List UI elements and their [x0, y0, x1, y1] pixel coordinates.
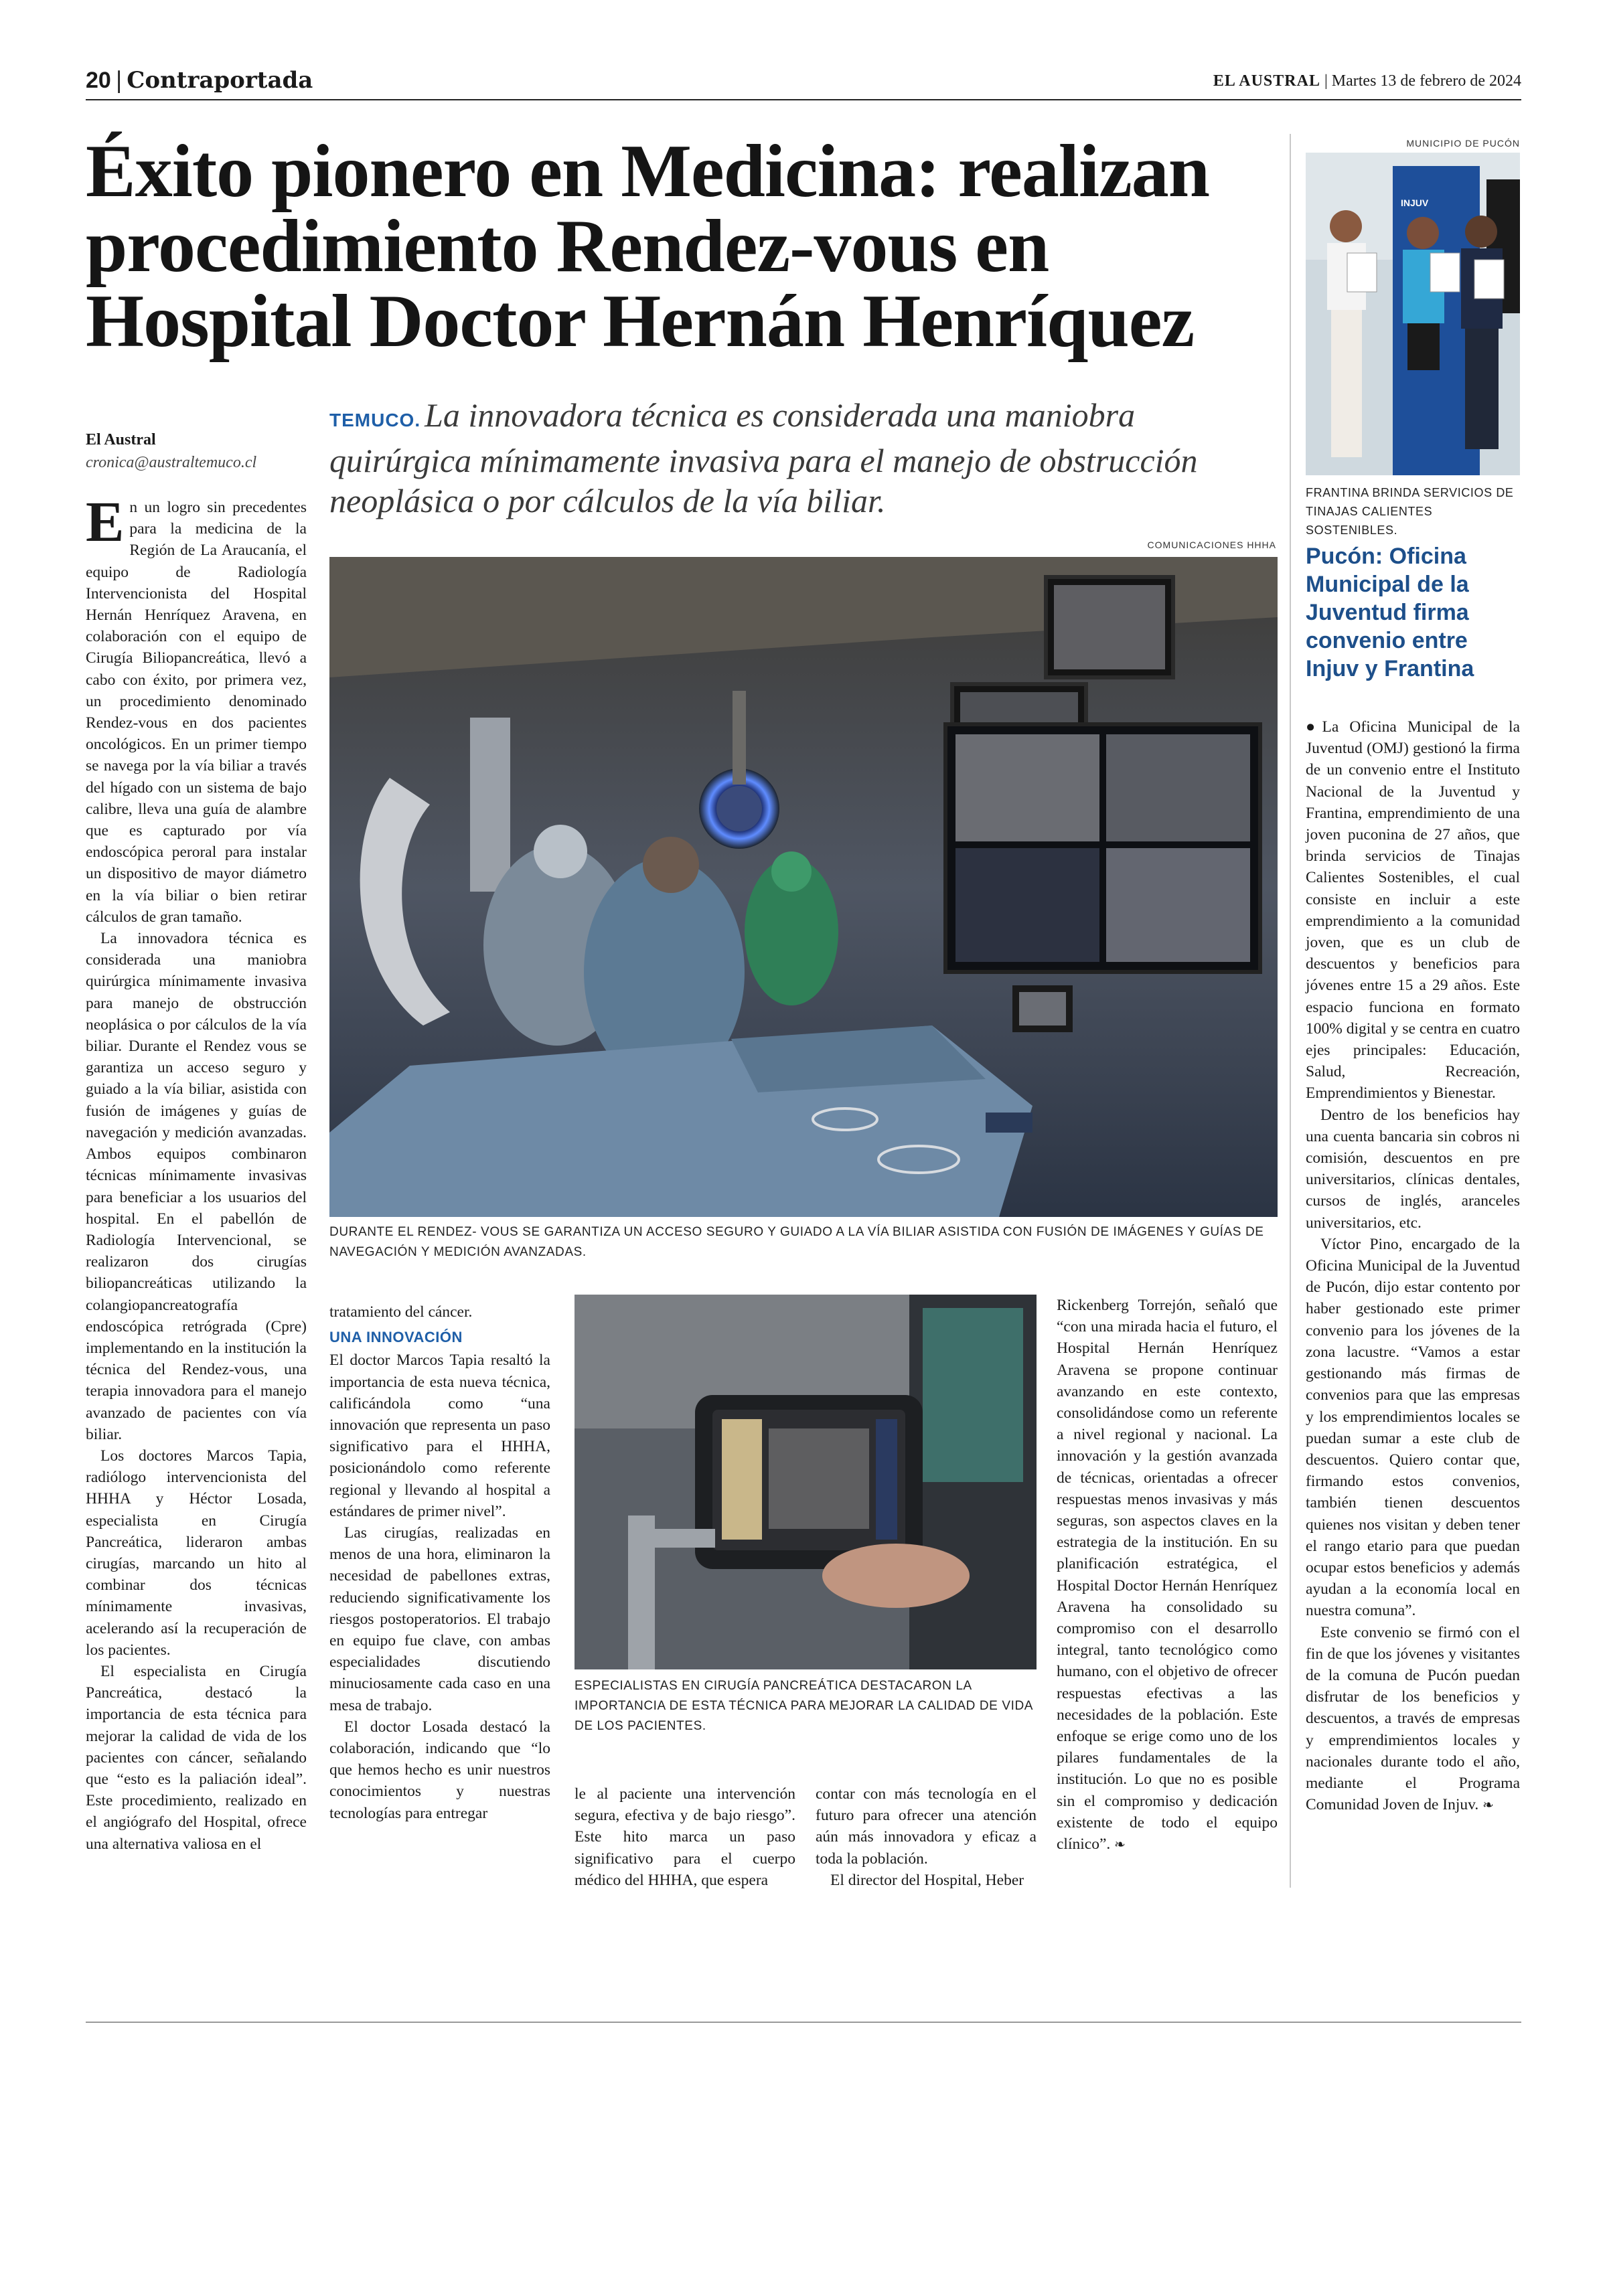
photo-caption-tablet: ESPECIALISTAS EN CIRUGÍA PANCREÁTICA DESTACARON LA IMPORTANCIA DE ESTA TÉCNICA PARA MEJORAR LA CALIDAD DE VIDA DE LOS PACIENTES. [575, 1679, 1033, 1733]
banner-text: INJUV [1401, 197, 1429, 208]
end-mark-icon: ❧ [1482, 1797, 1494, 1813]
paragraph: El doctor Marcos Tapia resaltó la importancia de esta nueva técnica, calificándola como “una innovación que representa un paso significativo para el HHHA, posicionándolo como referente regional y llevando al hospital a estándares de primer nivel”. [329, 1351, 550, 1520]
bottom-rule [86, 2022, 1521, 2023]
publication-date: Martes 13 de febrero de 2024 [1331, 72, 1521, 90]
bullet-icon: ● [1306, 718, 1322, 736]
article-column-5 [1057, 1295, 1278, 1855]
sidebar-photo-credit: MUNICIPIO DE PUCÓN [1406, 138, 1520, 149]
paragraph: Dentro de los beneficios hay una cuenta bancaria sin cobros ni comisión, descuentos en pre universitarios, clínicas dentales, cursos de inglés, aranceles universitarios, etc. [1306, 1106, 1520, 1232]
sidebar-divider [1290, 134, 1291, 1888]
paragraph: le al paciente una intervención segura, efectiva y de bajo riesgo”. Este hito marca un paso significativo para el cuerpo médico del HHHA, que espera [575, 1785, 795, 1889]
end-mark-icon: ❧ [1114, 1836, 1126, 1853]
article-column-4 [816, 1783, 1037, 1891]
sidebar-photo [1306, 153, 1520, 475]
photo-credit: COMUNICACIONES HHHA [1147, 540, 1276, 550]
article-column-1 [86, 489, 307, 1855]
operating-room-photo [329, 557, 1278, 1217]
page-header-section: 20 | Contraportada [86, 67, 313, 94]
paragraph: El doctor Losada destacó la colaboración, indicando que “lo que hemos hecho es unir nuestros conocimientos y nuestras tecnologías para entregar [329, 1718, 550, 1822]
article-column-2 [329, 1301, 550, 1824]
article-headline: Éxito pionero en Medicina: realizan procedimiento Rendez-vous en Hospital Doctor Hernán Henríquez [86, 130, 1210, 363]
sidebar-body [1306, 716, 1520, 1815]
section-name: Contraportada [127, 67, 313, 94]
tablet-photo [575, 1295, 1037, 1669]
paragraph: Rickenberg Torrejón, señaló que “con una mirada hacia el futuro, el Hospital Hernán Henríquez Aravena se propone continuar avanzando en este contexto, consolidándose como un referente a nivel regional y nacional. La innovación y la gestión avanzada de técnicas, orientadas a ofrecer respuestas menos invasivas y más seguras, son aspectos claves en la estrategia de la institución. En su planificación estratégica, el Hospital Doctor Hernán Henríquez Aravena ha consolidado su compromiso con el desarrollo integral, tanto tecnológico como humano, con el objetivo de ofrecer respuestas efectivas a las necesidades de la población. Este enfoque se erige como uno de los pilares fundamentales de la institución. Lo que no es posible sin el compromiso y dedicación existente de todo el equipo clínico”. ❧ [1057, 1297, 1278, 1854]
section-subhead: UNA INNOVACIÓN [329, 1329, 463, 1346]
paragraph: En un logro sin precedentes para la medicina de la Región de La Araucanía, el equipo de Radiología Intervencionista del Hospital Hernán Henríquez Aravena, en colaboración con el equipo de Cirugía Biliopancreática, llevó a cabo con éxito, por primera vez, un procedimiento denominado Rendez-vous en dos pacientes oncológicos. En un primer tiempo se navega por la vía biliar a través del hígado con un sistema de bajo calibre, lleva una guía de alambre que es capturado por vía endoscópica peroral para instalar un dispositivo de mayor diámetro en la vía biliar o bien retirar cálculos de gran tamaño. [86, 489, 307, 926]
paragraph: La innovadora técnica es considerada una maniobra quirúrgica mínimamente invasiva para manejo de obstrucción neoplásica o por cálculos de la vía biliar. Durante el Rendez vous se garantiza un acceso seguro y guiado a la vía biliar, asistida con fusión de imágenes y guías de navegación y medición avanzadas. Ambos equipos combinaron técnicas mínimamente invasivas para beneficiar a los usuarios del hospital. En el pabellón de Radiología Intervencional, se realizaron dos cirugías biliopancreáticas utilizando la colangiopancreatografía endoscópica retrógrada (Cpre) implementando en la institución la técnica del Rendez-vous, una terapia innovadora para el manejo avanzado de pacientes con vía biliar. [86, 930, 307, 1443]
paragraph: Víctor Pino, encargado de la Oficina Municipal de la Juventud de Pucón, dijo estar contento por haber gestionado este primer convenio para los jóvenes de la zona lacustre. “Vamos a estar gestionando más firmas de convenios para que las empresas y los emprendimientos locales se puedan sumar a este club de descuentos. Quiero contar que, firmando estos convenios, también tienen descuentos quienes nos visitan y deben tener el rango etario para que puedan ocupar estos beneficios y además ayudan a la economía local en nuestra comuna”. [1306, 1235, 1520, 1620]
paragraph: El director del Hospital, Heber [830, 1871, 1024, 1889]
header-rule [86, 99, 1521, 100]
author-name: El Austral [86, 431, 156, 448]
sidebar-headline: Pucón: Oficina Municipal de la Juventud firma convenio entre Injuv y Frantina [1306, 544, 1474, 681]
paragraph: Los doctores Marcos Tapia, radiólogo intervencionista del HHHA y Héctor Losada, especialista en Cirugía Pancreática, lideraron ambas cirugías, marcando un hito al combinar dos técnicas mínimamente invasivas, acelerando así la recuperación de los pacientes. [86, 1447, 307, 1659]
byline [86, 428, 300, 474]
paragraph: tratamiento del cáncer. [329, 1303, 473, 1321]
page-header-publication: EL AUSTRAL | Martes 13 de febrero de 2024 [1213, 72, 1521, 90]
sidebar-photo-caption: FRANTINA BRINDA SERVICIOS DE TINAJAS CALIENTES SOSTENIBLES. [1306, 486, 1514, 537]
paragraph: ●La Oficina Municipal de la Juventud (OMJ) gestionó la firma de un convenio entre el Instituto Nacional de la Juventud y Frantina, emprendimiento de una joven puconina de 27 años, que brinda servicios de Tinajas Calientes Sostenibles, el cual consiste en incluir a este emprendimiento a la comunidad joven, que es un club de descuentos y beneficios para jóvenes entre 15 a 29 años. Este espacio funciona en formato 100% digital y se centra en cuatro ejes principales: Educación, Salud, Recreación, Emprendimientos y Bienestar. [1306, 718, 1521, 1102]
paragraph: contar con más tecnología en el futuro para ofrecer una atención aún más innovadora y eficaz a toda la población. [816, 1785, 1037, 1868]
page-number: 20 [86, 68, 111, 93]
lead-kicker: TEMUCO. [329, 410, 421, 430]
author-email: cronica@australtemuco.cl [86, 454, 257, 471]
article-column-3 [575, 1783, 795, 1891]
paragraph: El especialista en Cirugía Pancreática, destacó la importancia de esta técnica para mejorar la calidad de vida de los pacientes con cáncer, señalando que “esto es la paliación ideal”. Este procedimiento, realizado en el angiógrafo del Hospital, ofrece una alternativa valiosa en el [86, 1662, 307, 1853]
paragraph: Las cirugías, realizadas en menos de una hora, eliminaron la necesidad de pabellones extras, reduciendo significativamente los riesgos postoperatorios. El trabajo en equipo fue clave, con ambas especialidades discutiendo minuciosamente cada caso en una mesa de trabajo. [329, 1524, 550, 1714]
paragraph: Este convenio se firmó con el fin de que los jóvenes y visitantes de la comuna de Pucón puedan disfrutar de los beneficios y descuentos, a través de empresas y emprendimientos locales y nacionales durante todo el año, mediante el Programa Comunidad Joven de Injuv. ❧ [1306, 1623, 1520, 1814]
publication-name: EL AUSTRAL [1213, 72, 1320, 90]
photo-caption-main: DURANTE EL RENDEZ- VOUS SE GARANTIZA UN ACCESO SEGURO Y GUIADO A LA VÍA BILIAR ASISTIDA CON FUSIÓN DE IMÁGENES Y GUÍAS DE NAVEGACIÓN Y MEDICIÓN AVANZADAS. [329, 1225, 1264, 1259]
article-lead [329, 395, 1267, 521]
lead-text: La innovadora técnica es considerada una maniobra quirúrgica mínimamente invasiva para el manejo de obstrucción neoplásica o por cálculos de la vía biliar. [329, 396, 1198, 519]
